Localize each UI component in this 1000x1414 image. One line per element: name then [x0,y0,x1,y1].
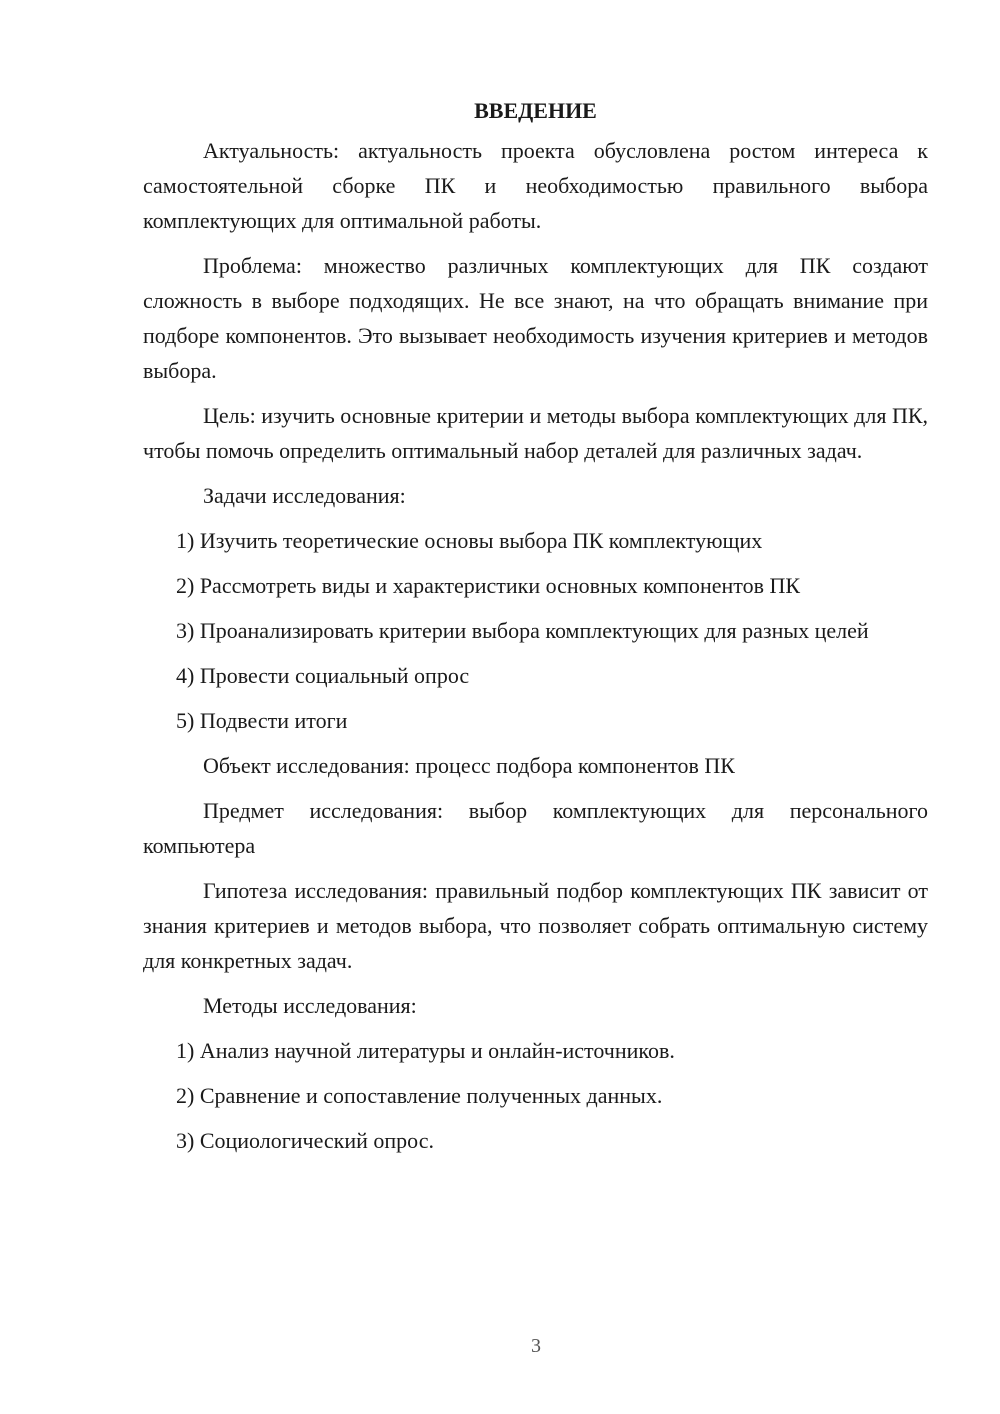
paragraph-goal: Цель: изучить основные критерии и методы выбора комплектующих для ПК, чтобы помочь определить оптимальный набор деталей для различных задач. [143,403,929,463]
task-item-1: 1) Изучить теоретические основы выбора ПК комплектующих [176,528,763,553]
paragraph-object: Объект исследования: процесс подбора компонентов ПК [203,753,735,778]
paragraph-relevance: Актуальность: актуальность проекта обусловлена ростом интереса к самостоятельной сборке ПК и необходимостью правильного выбора комплектующих для оптимальной работы. [143,138,928,233]
methods-heading: Методы исследования: [203,993,417,1018]
paragraph-problem: Проблема: множество различных комплектующих для ПК создают сложность в выборе подходящих. Не все знают, на что обращать внимание при подборе компонентов. Это вызывает необходимость изучения критериев и методов выбора. [143,253,928,383]
tasks-heading: Задачи исследования: [203,483,406,508]
paragraph-subject: Предмет исследования: выбор комплектующих для персонального компьютера [143,798,928,858]
task-item-5: 5) Подвести итоги [176,708,348,733]
page-title: ВВЕДЕНИЕ [474,98,597,123]
page-number: 3 [531,1335,541,1357]
method-item-1: 1) Анализ научной литературы и онлайн-источников. [176,1038,675,1063]
method-item-2: 2) Сравнение и сопоставление полученных данных. [176,1083,663,1108]
task-item-4: 4) Провести социальный опрос [176,663,470,688]
page-content [143,93,928,1168]
paragraph-hypothesis: Гипотеза исследования: правильный подбор комплектующих ПК зависит от знания критериев и методов выбора, что позволяет собрать оптимальную систему для конкретных задач. [143,878,928,973]
method-item-3: 3) Социологический опрос. [176,1128,434,1153]
task-item-2: 2) Рассмотреть виды и характеристики основных компонентов ПК [176,573,801,598]
task-item-3: 3) Проанализировать критерии выбора комплектующих для разных целей [176,618,869,643]
